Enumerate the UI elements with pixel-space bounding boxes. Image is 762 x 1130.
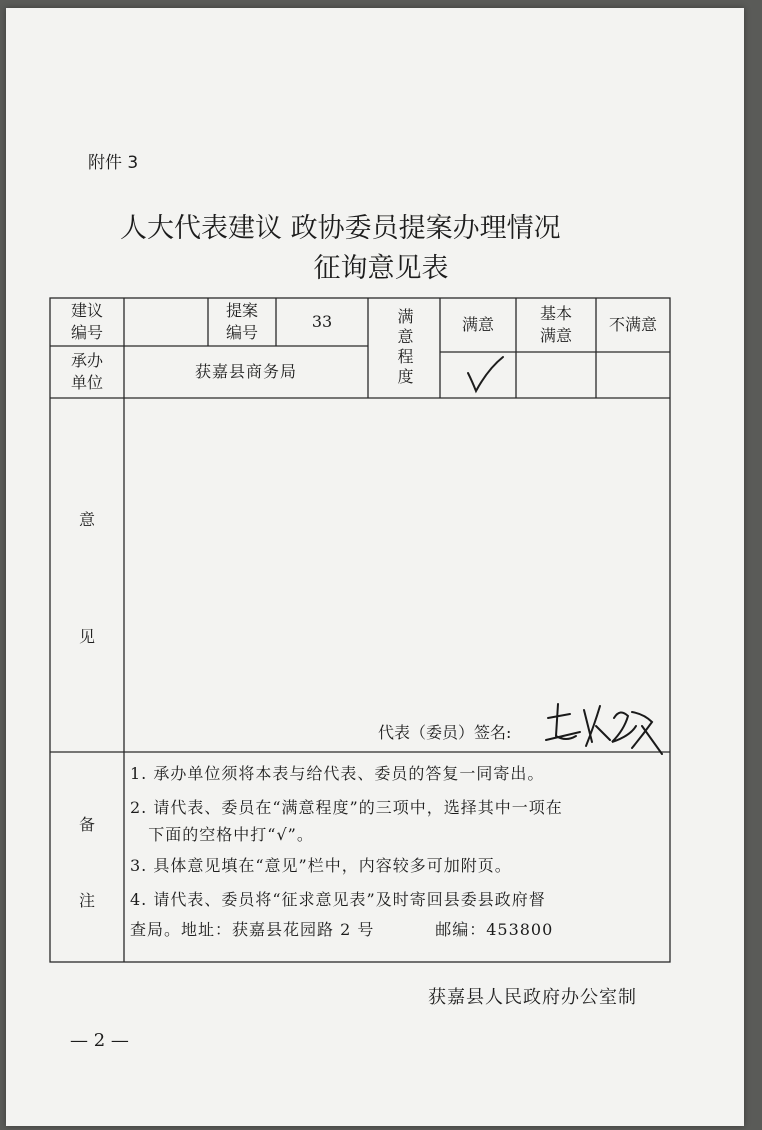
handler-value: 获嘉县商务局 [194,362,297,381]
opinion-label-1: 意 [78,510,95,529]
note-item-2-cont: 下面的空格中打“√”。 [130,825,314,844]
note-item-4: 4. 请代表、委员将“征求意见表”及时寄回县委县政府督 [130,890,546,909]
issuer-footer: 获嘉县人民政府办公室制 [428,987,637,1008]
satisfaction-label [368,298,440,398]
satisfaction-label-text: 满意程度 [395,308,414,388]
handwritten-signature [540,696,670,758]
form-title-line1: 人大代表建议 政协委员提案办理情况 [120,213,561,244]
note-item-4-cont: 查局。地址：获嘉县花园路 2 号 邮编：453800 [130,920,554,939]
proposal-no-label: 提案 编号 [225,301,258,342]
proposal-no-value: 33 [311,312,333,331]
form-title-line2: 征询意见表 [313,253,449,284]
note-item-3: 3. 具体意见填在“意见”栏中，内容较多可加附页。 [130,856,512,875]
option-unsatisfied: 不满意 [608,315,657,334]
opinion-label-2: 见 [78,627,95,646]
option-basic-satisfied: 基本 满意 [539,304,572,345]
remarks-label-2: 注 [78,891,95,910]
page-number: — 2 — [70,1030,129,1051]
suggestion-no-value [124,298,208,346]
handler-label: 承办 单位 [70,351,103,392]
attachment-label: 附件 3 [88,153,139,173]
option-satisfied: 满意 [461,315,494,334]
check-cell-satisfied [440,352,516,398]
remarks-label-1: 备 [78,815,95,834]
check-mark-icon [448,355,508,395]
note-item-1: 1. 承办单位须将本表与给代表、委员的答复一同寄出。 [130,764,545,783]
signature-label: 代表（委员）签名: [378,723,512,742]
suggestion-no-label: 建议 编号 [70,301,103,342]
note-item-2: 2. 请代表、委员在“满意程度”的三项中，选择其中一项在 [130,798,563,817]
